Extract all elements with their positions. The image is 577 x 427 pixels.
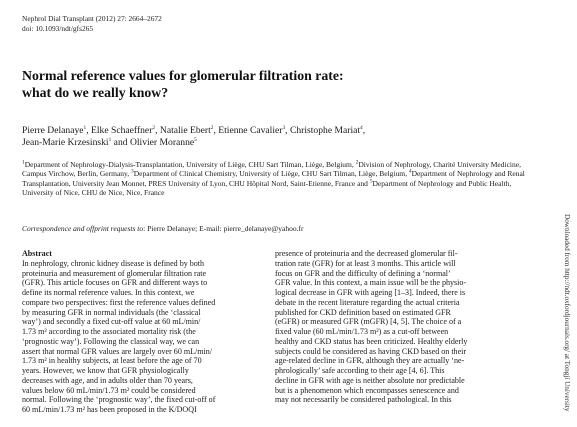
body-text [275, 249, 519, 405]
text-line: 60 mL/min/1.73 m² has been proposed in the K/DOQI [22, 405, 197, 414]
abstract-heading: Abstract [22, 249, 52, 258]
author-list: Pierre Delanaye$^1$, Elke Schaeffner$^2$, Natalie Ebert$^2$, Etienne Cavalier$^3$, Christophe Mariat$^4$, Jean-Marie Krzesinski$^1$ and Olivier Moranne$^5$ [22, 124, 366, 148]
author-name: Jean-Marie Krzesinski [22, 136, 109, 148]
affil-text: Department of Nephrology and Renal Transplantation, University Jean Monnet, PRES University of Lyon, CHU Hôpital Nord, Saint-Etienne, France and [22, 169, 525, 188]
text-line: assert that normal GFR values are largely over 60 mL/min/ [22, 346, 213, 356]
title-line-1: Normal reference values for glomerular filtration rate: [22, 68, 344, 83]
text-line: In nephrology, chronic kidney disease is defined by both [22, 258, 205, 268]
text-line: (eGFR) or measured GFR (mGFR) [4, 5]. The choice of a [275, 317, 462, 327]
author-affil-sup: 2 [210, 124, 214, 131]
download-notice-text: Downloaded from http://ndt.oxfordjournals.org/ at Tongji University [563, 214, 571, 412]
text-line: 1.73 m² in healthy subjects, at least before the age of 70 [22, 356, 202, 366]
correspondence-text: : Pierre Delanaye; E-mail: pierre_delanaye@yahoo.fr [143, 224, 304, 233]
text-line: by measuring GFR in normal individuals (the ‘classical [22, 307, 201, 317]
text-line: define its normal reference values. In this context, we [22, 288, 195, 297]
author-affil-sup: 1 [108, 136, 112, 143]
author-name: Christophe Mariat [289, 125, 361, 136]
affiliations [22, 160, 532, 198]
text-line: way’) and secondly a fixed cut-off value at 60 mL/min/ [22, 317, 201, 327]
author-affil-sup: 1 [83, 124, 87, 131]
author-name: Natalie Ebert [159, 125, 211, 136]
text-line: but is a phenomenon which encompasses senescence and [275, 385, 459, 395]
author-name: Etienne Cavalier [218, 125, 283, 136]
affil-text: Division of Nephrology, Charité University Medicine, Campus Virchow, Berlin, Germany, [22, 160, 521, 179]
text-line: normal. Following the ‘prognostic way’, the fixed cut-off of [22, 395, 216, 405]
affil-sup: 5 [369, 178, 373, 185]
author-name: Pierre Delanaye [22, 125, 84, 136]
text-line: decline in GFR with age is neither absolute nor predictable [275, 375, 465, 385]
article-title [22, 67, 462, 101]
abstract-body [22, 259, 266, 415]
text-line: proteinuria and measurement of glomerular filtration rate [22, 268, 207, 278]
text-line: age-related decline in GFR, although they are actually ‘ne- [275, 356, 465, 366]
correspondence [22, 224, 532, 233]
text-line: years. However, we know that GFR physiologically [22, 366, 189, 375]
affil-sup: 3 [131, 168, 134, 175]
text-line: logical decrease in GFR with ageing [1–3]. Indeed, there is [275, 288, 466, 297]
text-line: healthy and CKD status has been criticized. Healthy elderly [275, 336, 468, 346]
text-line: published for CKD definition based on estimated GFR [275, 307, 451, 317]
text-line: focus on GFR and the difficulty of defining a ‘normal’ [275, 268, 451, 278]
text-line: subjects could be considered as having CKD based on their [275, 346, 467, 356]
correspondence-label: Correspondence and offprint requests to [22, 224, 144, 233]
body-column-right [275, 249, 519, 405]
author-name: Elke Schaeffner [91, 125, 153, 136]
abstract-column [22, 249, 266, 415]
affil-sup: 1 [22, 159, 25, 166]
doi: doi: 10.1093/ndt/gfs265 [22, 24, 94, 33]
affil-sup: 2 [355, 159, 359, 166]
text-line: debate in the recent literature regarding the actual criteria [275, 297, 460, 307]
text-line: 1.73 m² according to the associated mortality risk (the [22, 327, 196, 336]
affil-text: Department of Nephrology and Public Health, University of Nice, CHU de Nice, Nice, France [22, 178, 512, 198]
author-affil-sup: 5 [194, 136, 197, 143]
text-line: decreases with age, and in adults older than 70 years, [22, 375, 193, 385]
text-line: fixed value (60 mL/min/1.73 m²) as a cut-off between [275, 327, 449, 336]
author-name: Olivier Moranne [129, 136, 195, 148]
text-line: compare two perspectives: first the reference values defined [22, 297, 216, 307]
affil-text: Department of Nephrology-Dialysis-Transplantation, University of Liège, CHU Sart Tilman, Liège, Belgium, [24, 160, 356, 169]
text-line: (GFR). This article focuses on GFR and different ways to [22, 278, 208, 288]
text-line: may not necessarily be considered pathological. In this [275, 395, 452, 405]
author-affil-sup: 3 [282, 124, 286, 131]
download-notice [560, 214, 572, 424]
affil-sup: 4 [408, 168, 412, 175]
affil-text: Department of Clinical Chemistry, University of Liège, CHU Sart Tilman, Liège, Belgium, [133, 169, 409, 179]
title-line-2: what do we really know? [22, 85, 169, 100]
journal-citation: Nephrol Dial Transplant (2012) 27: 2664–2672 [22, 14, 162, 23]
text-line: phrologically’ safe according to their age [4, 6]. This [275, 366, 445, 375]
text-line: ‘prognostic way’). Following the classical way, we can [22, 336, 200, 346]
text-line: presence of proteinuria and the decreased glomerular fil- [275, 249, 458, 258]
author-affil-sup: 4 [360, 124, 363, 131]
text-line: values below 60 mL/min/1.73 m² could be considered [22, 385, 196, 395]
author-affil-sup: 2 [152, 124, 156, 131]
text-line: tration rate (GFR) for at least 3 months. This article will [275, 258, 456, 268]
text-line: GFR value. In this context, a main issue will be the physio- [275, 278, 467, 288]
